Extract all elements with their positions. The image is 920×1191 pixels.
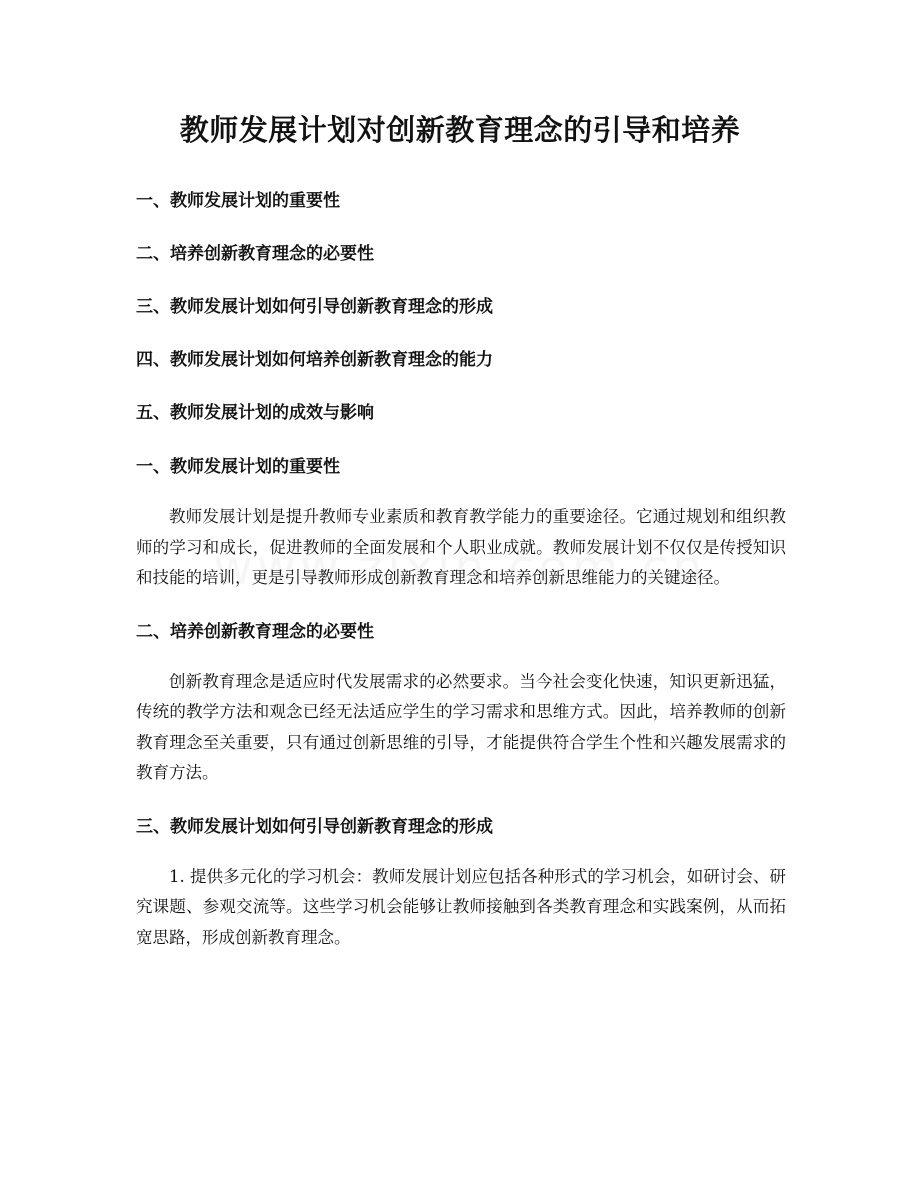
section-heading: 三、教师发展计划如何引导创新教育理念的形成	[136, 816, 493, 837]
toc-item: 三、教师发展计划如何引导创新教育理念的形成	[136, 297, 493, 317]
section-guidance	[136, 812, 786, 954]
document-body	[136, 452, 786, 976]
table-of-contents	[136, 186, 796, 451]
toc-item: 四、教师发展计划如何培养创新教育理念的能力	[136, 350, 493, 370]
toc-item: 二、培养创新教育理念的必要性	[136, 244, 374, 264]
section-heading: 二、培养创新教育理念的必要性	[136, 621, 374, 642]
section-heading: 一、教师发展计划的重要性	[136, 457, 340, 477]
section-paragraph: 1. 提供多元化的学习机会：教师发展计划应包括各种形式的学习机会，如研讨会、研究课题、参观交流等。这些学习机会能够让教师接触到各类教育理念和实践案例，从而拓宽思路，形成创新教育理念。	[136, 866, 786, 947]
toc-item: 一、教师发展计划的重要性	[136, 191, 340, 211]
section-paragraph: 教师发展计划是提升教师专业素质和教育教学能力的重要途径。它通过规划和组织教师的学习和成长，促进教师的全面发展和个人职业成就。教师发展计划不仅仅是传授知识和技能的培训，更是引导教师形成创新教育理念和培养创新思维能力的关键途径。	[136, 507, 786, 587]
section-importance	[136, 452, 786, 594]
section-necessity	[136, 617, 786, 789]
toc-item: 五、教师发展计划的成效与影响	[136, 403, 374, 423]
section-paragraph: 创新教育理念是适应时代发展需求的必然要求。当今社会变化快速，知识更新迅猛，传统的教学方法和观念已经无法适应学生的学习需求和思维方式。因此，培养教师的创新教育理念至关重要，只有通过创新思维的引导，才能提供符合学生个性和兴趣发展需求的教育方法。	[136, 671, 786, 782]
document-title: 教师发展计划对创新教育理念的引导和培养	[179, 113, 741, 147]
